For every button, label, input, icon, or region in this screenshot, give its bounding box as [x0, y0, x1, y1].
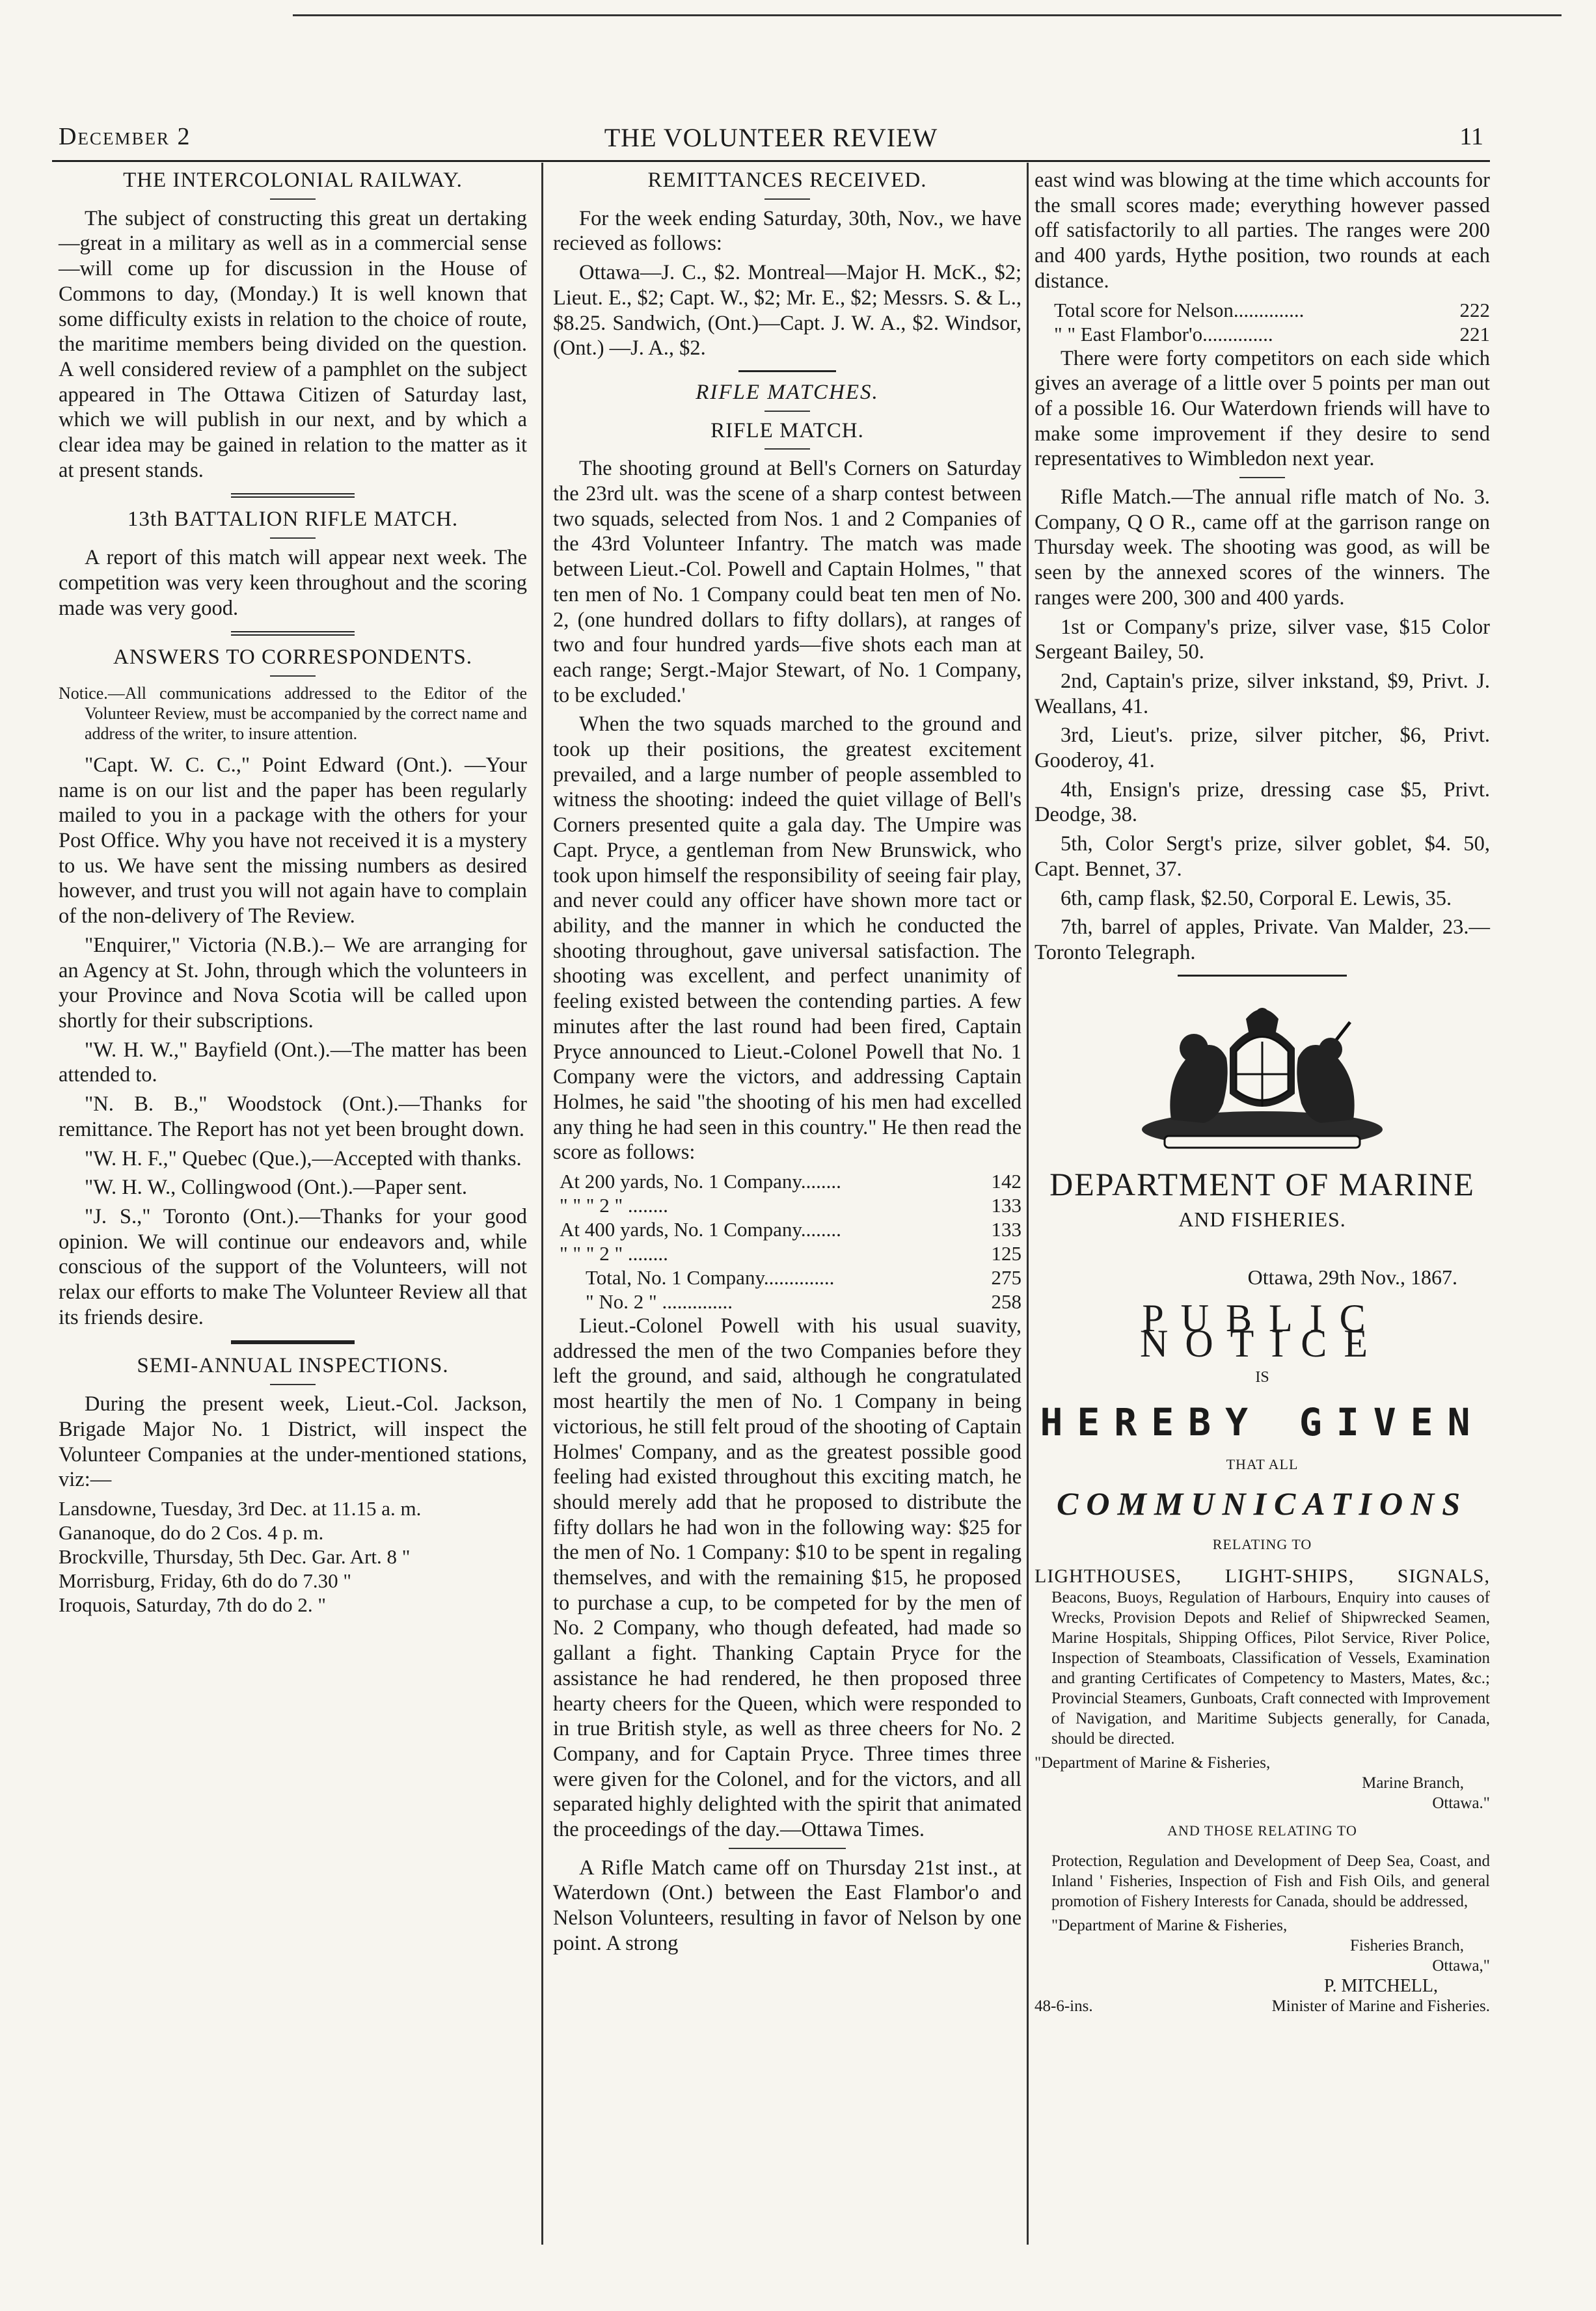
correspondent-reply: "W. H. W., Collingwood (Ont.).—Paper sent. — [85, 1176, 468, 1200]
page-number: 11 — [1459, 123, 1483, 150]
rule — [764, 448, 810, 450]
article-body: A Rifle Match came off on Thursday 21st inst., at Waterdown (Ont.) between the East Flambor'o and Nelson Volunteers, resulting in favor of Nelson by one point. A strong — [553, 1856, 1021, 1955]
address-line: "Department of Marine & Fisheries, — [1051, 1917, 1288, 1935]
score-row — [560, 1217, 1021, 1241]
rule — [764, 198, 810, 200]
inspection-schedule — [59, 1496, 527, 1617]
notice-fine-print: Protection, Regulation and Development of Deep Sea, Coast, and Inland ' Fisheries, Inspection of Fish and Fish Oils, and general promotion of Fishery Interests for Canada, should be addressed, — [1051, 1852, 1490, 1911]
score-label: " " " 2 " ........ — [560, 1242, 668, 1265]
correspondent-reply: "N. B. B.," Woodstock (Ont.).—Thanks for remittance. The Report has not yet been brought down. — [59, 1092, 527, 1141]
schedule-row: Iroquois, Saturday, 7th do do 2. " — [59, 1593, 327, 1616]
score-label: " No. 2 " .............. — [586, 1290, 733, 1314]
article-title: RIFLE MATCH. — [710, 418, 864, 442]
notice-text: Notice.—All communications addressed to the Editor of the Volunteer Review, must be accompanied by the correct name and address of the writer, to insure attention. — [59, 683, 527, 743]
correspondent-reply: "J. S.," Toronto (Ont.).—Thanks for your good opinion. We will continue our endeavors and, while conscious of the support of the Volunteers, will not relax our efforts to make The Volunteer Review all that its friends desire. — [59, 1204, 527, 1329]
department-subtitle: AND FISHERIES. — [1178, 1208, 1346, 1232]
address-line: "Department of Marine & Fisheries, — [1035, 1753, 1271, 1772]
that-all: THAT ALL — [1226, 1455, 1299, 1472]
score-row — [560, 1290, 1021, 1314]
minister-title: Minister of Marine and Fisheries. — [1271, 1997, 1490, 2016]
masthead-title: THE VOLUNTEER REVIEW — [604, 123, 938, 152]
score-label: Total, No. 1 Company.............. — [586, 1266, 835, 1290]
insertion-ref: 48-6-ins. — [1035, 1997, 1093, 2016]
top-rule — [293, 14, 1562, 16]
notice-is: IS — [1255, 1369, 1269, 1386]
schedule-row: Gananoque, do do 2 Cos. 4 p. m. — [59, 1520, 324, 1544]
article-body: The shooting ground at Bell's Corners on Saturday the 23rd ult. was the scene of a sharp contest between two squads, selected from Nos. 1 and 2 Companies of the 43rd Volunteer Infantry. The match was made between Lieut.-Col. Powell and Captain Holmes, " that ten men of No. 1 Company could beat ten men of No. 2, (one hundred dollars to fifty dollars), at ranges of two and four hundred yards—five shots each man at each range; Sergt.-Major Stewart, of No. 1 Company, to be excluded.' — [553, 457, 1021, 707]
score-row — [560, 1265, 1021, 1290]
article-body: Lieut.-Colonel Powell with his usual suavity, addressed the men of the two Companies before they left the ground, and said, although he congratulated most heartily the men of No. 1 Company in being victorious, he still felt proud of the shooting of Captain Holmes' Company, and as the greatest possible good feeling had existed throughout this exciting match, he should merely add that he proposed to distribute the fifty dollars he had won in the following way: $25 for the men of No. 1 Company: $10 to be spent in regaling themselves, and with the remaining $15, he proposed to purchase a cup, to be competed for by the men of No. 2 Company, who though defeated, had made so gallant a fight. Thanking Captain Pryce for the assistance he had rendered, he then proposed three hearty cheers for the Queen, which were responded to in true British style, as well as three cheers for No. 2 Company, and for Captain Pryce. Three times three were given for the Colonel, and for the victors, and all separated highly delighted with the spirit that animated the proceedings of the day.—Ottawa Times. — [553, 1314, 1021, 1842]
page-header — [59, 122, 1483, 161]
and-those-relating: AND THOSE RELATING TO — [1167, 1822, 1357, 1839]
score-value: 275 — [991, 1266, 1021, 1290]
column-divider — [541, 163, 543, 2245]
header-rule — [52, 160, 1490, 162]
prize-item: 4th, Ensign's prize, dressing case $5, Privt. Deodge, 38. — [1035, 777, 1490, 827]
prize-item: 6th, camp flask, $2.50, Corporal E. Lewis, 35. — [1061, 886, 1452, 910]
score-row — [560, 1193, 1021, 1217]
prize-item: 3rd, Lieut's. prize, silver pitcher, $6, Privt. Gooderoy, 41. — [1035, 723, 1490, 773]
column-2 — [553, 168, 1021, 1960]
address-block — [1035, 1753, 1490, 1813]
schedule-row: Brockville, Thursday, 5th Dec. Gar. Art. 8 " — [59, 1545, 411, 1568]
section-divider — [738, 370, 836, 372]
relating-to: RELATING TO — [1212, 1536, 1312, 1553]
score-label: At 400 yards, No. 1 Company........ — [560, 1218, 841, 1241]
total-scores — [1035, 298, 1490, 346]
rule — [764, 411, 810, 412]
lighthouses-line: LIGHTHOUSES, LIGHT-SHIPS, SIGNALS, — [1035, 1565, 1490, 1587]
score-value: 133 — [991, 1218, 1021, 1241]
score-label: At 200 yards, No. 1 Company........ — [560, 1170, 841, 1193]
article-body: For the week ending Saturday, 30th, Nov., we have recieved as follows: — [553, 206, 1021, 256]
rule — [270, 1384, 316, 1385]
score-row — [1054, 298, 1490, 322]
address-line: Ottawa." — [1432, 1794, 1490, 1812]
score-row — [560, 1169, 1021, 1193]
article-body: east wind was blowing at the time which accounts for the small scores made; everything however passed off satisfactorily to all parties. The ranges were 200 and 400 yards, Hythe position, two rounds at each distance. — [1035, 169, 1490, 293]
score-value: 222 — [1459, 298, 1490, 321]
prize-item: 2nd, Captain's prize, silver inkstand, $9, Privt. J. Weallans, 41. — [1035, 669, 1490, 718]
correspondent-reply: "Capt. W. C. C.," Point Edward (Ont.). —Your name is on our list and the paper has been regularly mailed to you in a package with the others for your Post Office. Why you have not received it is a mystery to us. We have sent the missing numbers as desired however, and trust you will not again have to complain of the non-delivery of The Review. — [59, 753, 527, 928]
address-line: Fisheries Branch, — [1350, 1937, 1464, 1955]
section-divider — [231, 493, 355, 498]
schedule-row: Morrisburg, Friday, 6th do do 7.30 " — [59, 1569, 352, 1592]
column-1 — [59, 168, 527, 1617]
signature-line — [1035, 1996, 1490, 2016]
rule — [270, 198, 316, 200]
department-title: DEPARTMENT OF MARINE — [1049, 1165, 1475, 1202]
royal-coat-of-arms-icon — [1132, 996, 1392, 1159]
public-notice-heading: PUBLIC NOTICE — [1140, 1296, 1385, 1365]
score-label: " " " 2 " ........ — [560, 1194, 668, 1217]
score-value: 133 — [991, 1194, 1021, 1217]
article-body: When the two squads marched to the ground and took up their positions, the greatest excitement prevailed, and a large number of people assembled to witness the shooting: indeed the quiet village of Bell's Corners presented quite a gala day. The Umpire was Capt. Pryce, a gentleman from New Brunswick, who took upon himself the responsibility of seeing fair play, and never could any officer have shown more tact or ability, and the manner in which he conducted the shooting throughout, gave universal satisfaction. The shooting was excellent, and perfect unanimity of feeling existed between the contending parties. A few minutes after the last round had been fired, Captain Pryce announced to Lieut.-Colonel Powell that No. 1 Company were the victors, and addressing Captain Holmes, he said "the shooting of his men had excelled any thing he had seen in this country." He then read the score as follows: — [553, 712, 1021, 1165]
article-body: The subject of constructing this great un dertaking—great in a military as well as in a commercial sense—will come up for discussion in the House of Commons to day, (Monday.) It is well known that some difficulty exists in relation to the choice of route, the maritime members being divided on the question. A well considered review of a pamphlet on the subject appeared in The Ottawa Citizen of Saturday last, which we will publish in our next, and by which a clear idea may be gained in relation to the matter as it at present stands. — [59, 206, 527, 482]
column-3 — [1035, 168, 1490, 2016]
article-body: Rifle Match.—The annual rifle match of No. 3. Company, Q O R., came off at the garrison range on Thursday week. The shooting was good, as will be seen by the annexed scores of the winners. The ranges were 200, 300 and 400 yards. — [1035, 485, 1490, 610]
correspondent-reply: "W. H. W.," Bayfield (Ont.).—The matter has been attended to. — [59, 1038, 527, 1087]
header-date: December 2 — [59, 123, 191, 150]
prize-item: 5th, Color Sergt's prize, silver goblet, $4. 50, Capt. Bennet, 37. — [1035, 832, 1490, 881]
address-block — [1035, 1915, 1490, 1996]
rule — [270, 537, 316, 539]
score-label: " " East Flambor'o.............. — [1054, 322, 1273, 345]
section-divider — [231, 631, 355, 636]
remittance-list: Ottawa—J. C., $2. Montreal—Major H. McK., $2; Lieut. E., $2; Capt. W., $2; Mr. E., $2; Messrs. S. & L., $8.25. Sandwich, (Ont.)—Capt. J. W. A., $2. Windsor, (Ont.) —J. A., $2. — [553, 261, 1021, 360]
signer-name: P. MITCHELL, — [1324, 1976, 1438, 1997]
prize-list — [1035, 615, 1490, 966]
article-title: SEMI-ANNUAL INSPECTIONS. — [137, 1354, 449, 1378]
notice-fine-print: Beacons, Buoys, Regulation of Harbours, Enquiry into causes of Wrecks, Provision Depots and Relief of Shipwrecked Seamen, Marine Hospitals, Shipping Offices, Pilot Service, River Police, Inspection of Steamboats, Classification of Vessels, Examination and granting Certificates of Competency to Masters, Mates, &c.; Provincial Steamers, Gunboats, Craft connected with Improvement of Navigation, and Maritime Subjects generally, for Canada, should be directed. — [1051, 1588, 1490, 1748]
rule — [1239, 477, 1285, 478]
score-row — [1054, 322, 1490, 346]
rule — [270, 675, 316, 677]
section-divider — [231, 1340, 355, 1344]
article-title: ANSWERS TO CORRESPONDENTS. — [113, 645, 472, 669]
score-value: 221 — [1459, 322, 1490, 345]
score-table — [553, 1169, 1021, 1314]
correspondent-reply: "Enquirer," Victoria (N.B.).– We are arranging for an Agency at St. John, through which the volunteers in your Province and Nova Scotia will be called upon shortly for their subscriptions. — [59, 933, 527, 1033]
address-line: Ottawa," — [1432, 1957, 1490, 1975]
rule — [729, 1848, 846, 1849]
score-value: 142 — [991, 1170, 1021, 1193]
score-label: Total score for Nelson.............. — [1054, 298, 1305, 321]
schedule-row: Lansdowne, Tuesday, 3rd Dec. at 11.15 a. m. — [59, 1496, 422, 1520]
prize-item: 7th, barrel of apples, Private. Van Malder, 23.—Toronto Telegraph. — [1035, 915, 1490, 964]
hereby-given-heading: HEREBY GIVEN — [1040, 1399, 1485, 1444]
article-title: THE INTERCOLONIAL RAILWAY. — [123, 169, 463, 192]
score-row — [560, 1241, 1021, 1265]
column-divider — [1027, 163, 1029, 2245]
article-title: 13th BATTALION RIFLE MATCH. — [127, 507, 459, 532]
section-divider — [1178, 975, 1347, 977]
prize-item: 1st or Company's prize, silver vase, $15 Color Sergeant Bailey, 50. — [1035, 615, 1490, 664]
correspondent-reply: "W. H. F.," Quebec (Que.),—Accepted with thanks. — [85, 1146, 522, 1170]
article-title: REMITTANCES RECEIVED. — [647, 169, 927, 192]
address-line: Marine Branch, — [1362, 1774, 1464, 1792]
section-heading: RIFLE MATCHES. — [696, 380, 879, 404]
article-body: During the present week, Lieut.-Col. Jackson, Brigade Major No. 1 District, will inspect the Volunteer Companies at the under-mentioned stations, viz:— — [59, 1392, 527, 1492]
communications-heading: COMMUNICATIONS — [1056, 1485, 1468, 1522]
notice-dateline: Ottawa, 29th Nov., 1867. — [1247, 1265, 1457, 1290]
article-body: There were forty competitors on each side which gives an average of a little over 5 points per man out of a possible 16. Our Waterdown friends will have to make some improvement if they desire to send representatives to Wimbledon next year. — [1035, 346, 1490, 471]
score-value: 258 — [991, 1290, 1021, 1314]
article-body: A report of this match will appear next week. The competition was very keen throughout and the scoring made was very good. — [59, 546, 527, 620]
score-value: 125 — [991, 1242, 1021, 1265]
